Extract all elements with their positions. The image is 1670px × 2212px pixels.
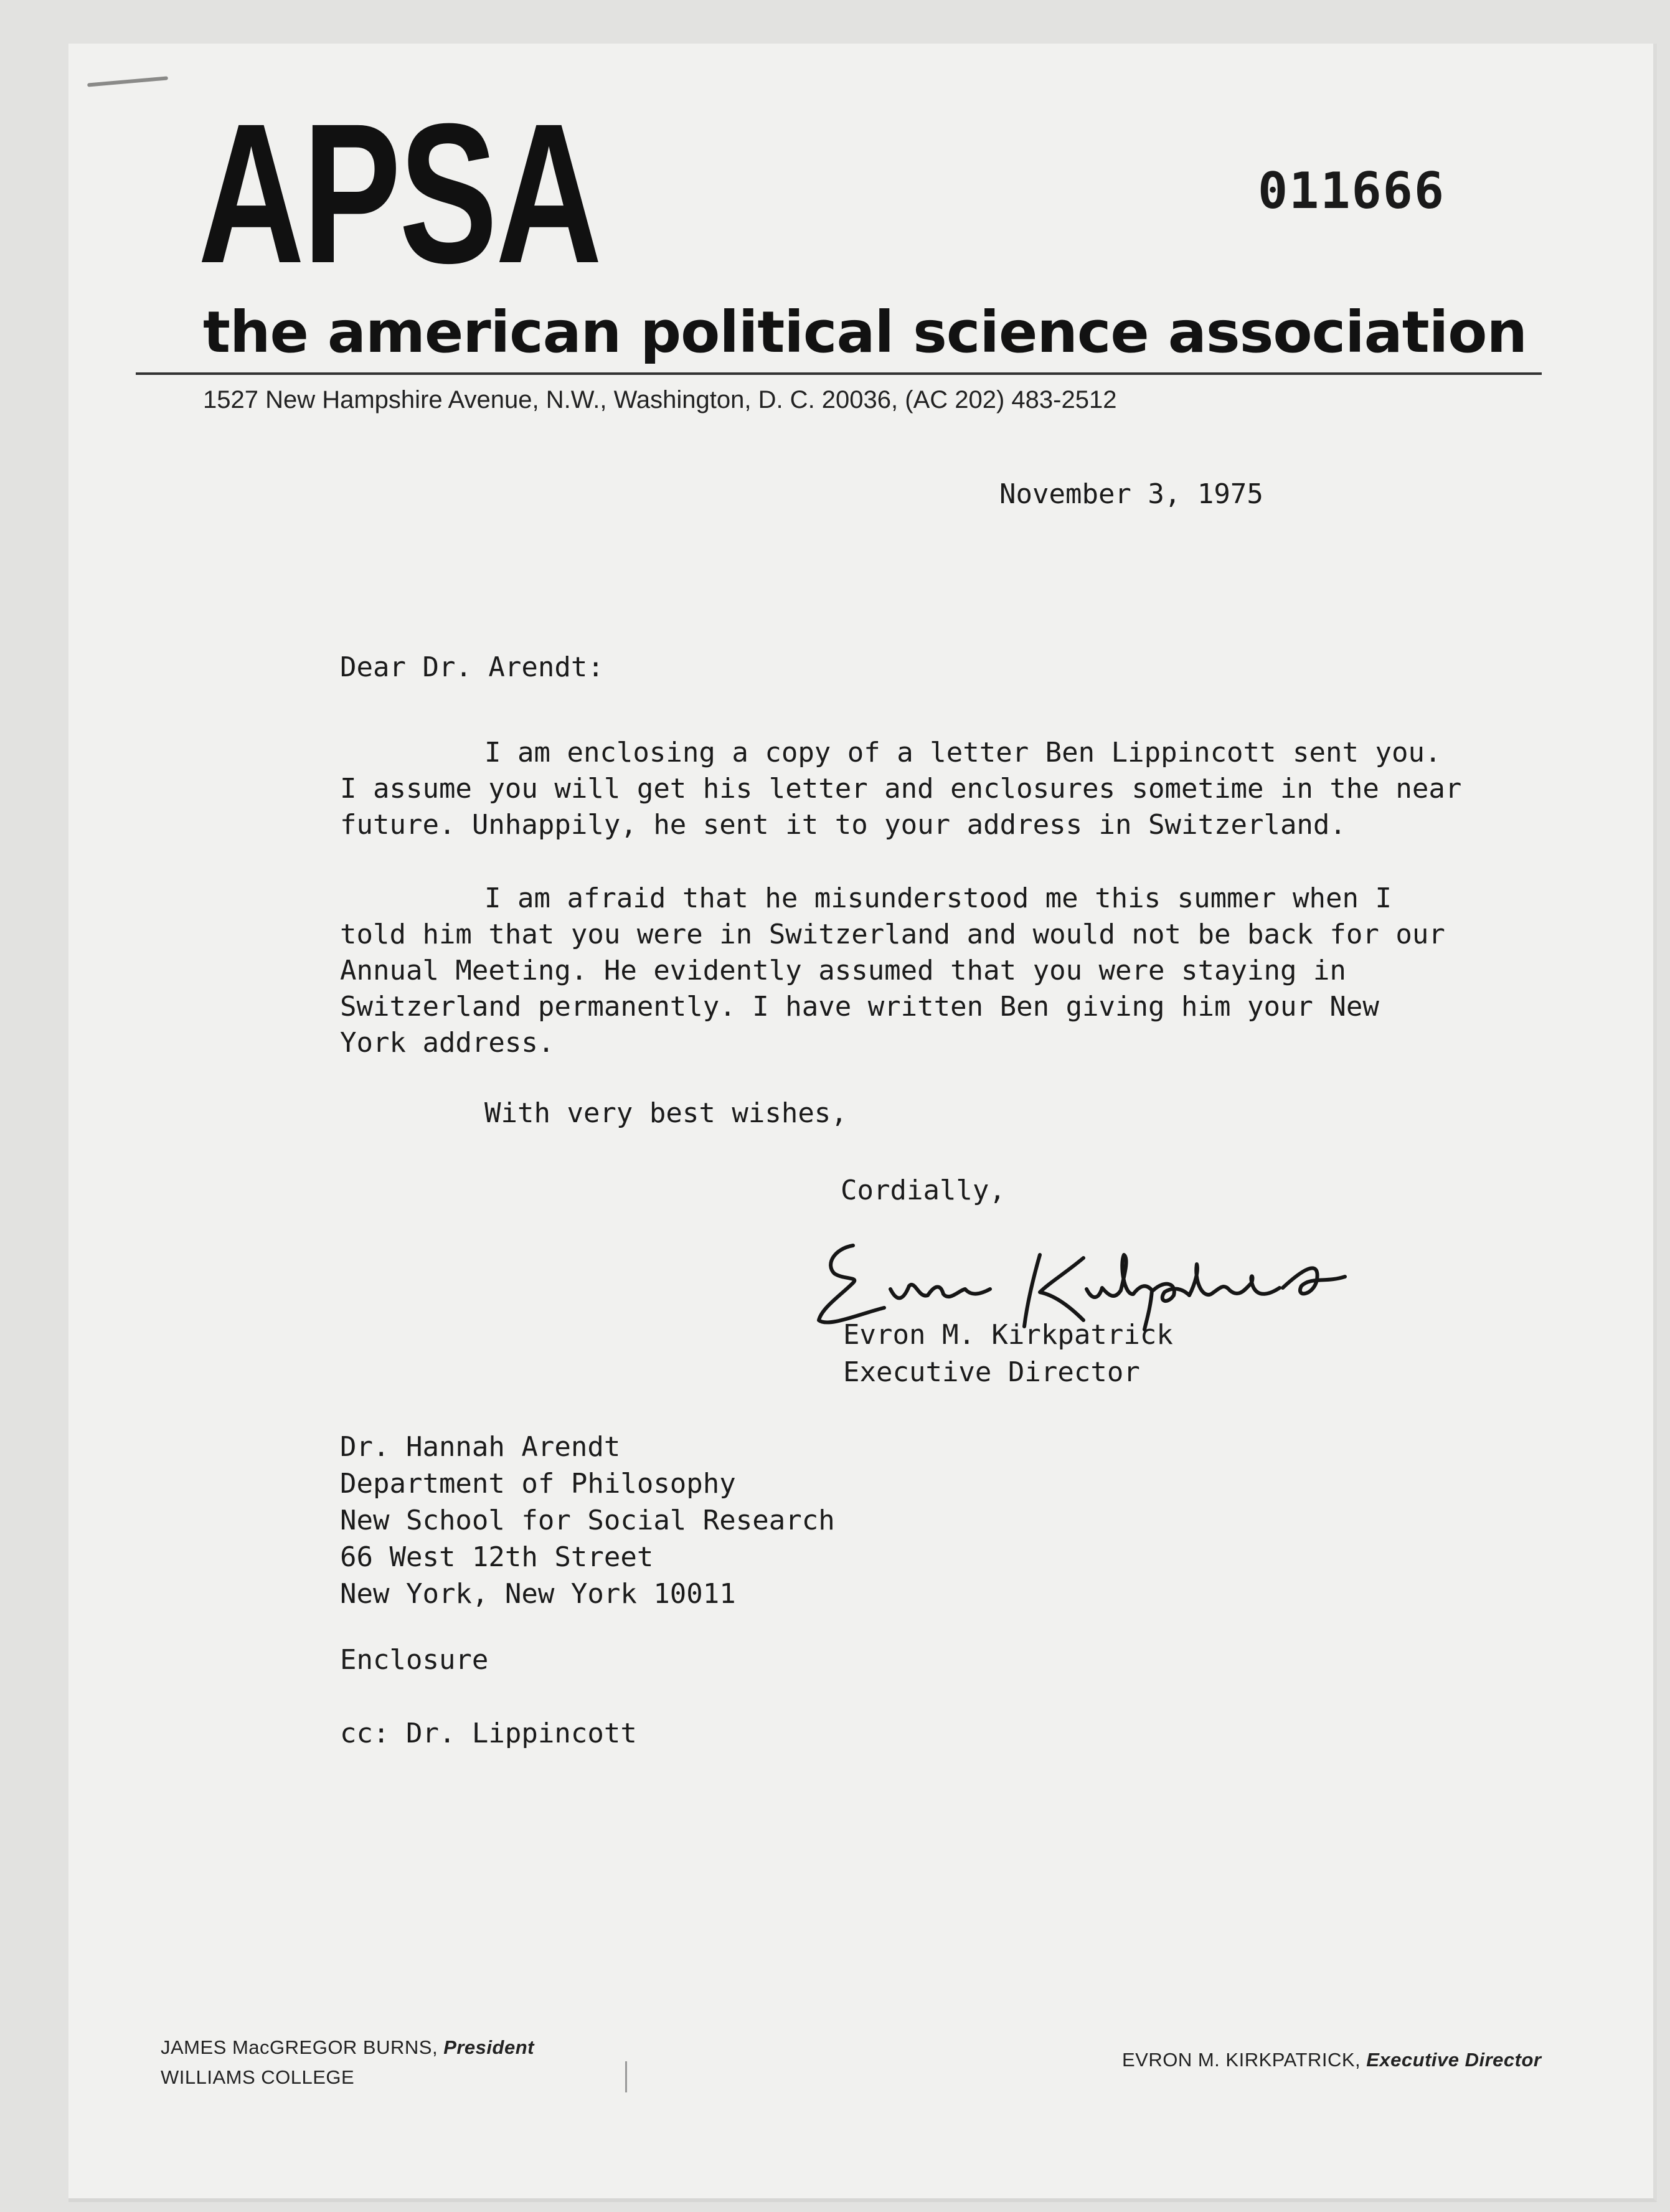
footer-executive-director: [1122, 2049, 1541, 2071]
body-paragraph-2: [340, 881, 1445, 1061]
letter-date: November 3, 1975: [999, 478, 1263, 510]
paragraph-line: I am enclosing a copy of a letter Ben Lippincott sent you.: [484, 737, 1441, 768]
body-paragraph-1: [340, 735, 1461, 843]
header-divider: [136, 372, 1542, 375]
pencil-mark: [625, 2061, 627, 2092]
recipient-line: New York, New York 10011: [340, 1578, 736, 1610]
apsa-logo: APSA: [198, 82, 601, 305]
signer-title: Executive Director: [843, 1356, 1140, 1388]
paragraph-line: Annual Meeting. He evidently assumed that you were staying in: [340, 955, 1346, 986]
footer-college: WILLIAMS COLLEGE: [161, 2066, 355, 2088]
president-title: President: [443, 2036, 534, 2058]
document-number: 011666: [1258, 162, 1445, 220]
paragraph-line: told him that you were in Switzerland and would not be back for our: [340, 919, 1445, 950]
recipient-address-block: [340, 1429, 835, 1612]
recipient-line: Department of Philosophy: [340, 1468, 736, 1500]
paragraph-line: York address.: [340, 1027, 555, 1059]
director-name: EVRON M. KIRKPATRICK,: [1122, 2049, 1361, 2071]
salutation: Dear Dr. Arendt:: [340, 651, 604, 683]
recipient-line: Dr. Hannah Arendt: [340, 1431, 621, 1463]
organization-name: the american political science association: [203, 299, 1527, 366]
paragraph-line: I am afraid that he misunderstood me this summer when I: [484, 882, 1392, 914]
letterhead-address: 1527 New Hampshire Avenue, N.W., Washington, D. C. 20036, (AC 202) 483-2512: [203, 386, 1117, 414]
handwritten-signature: [809, 1221, 1370, 1333]
recipient-line: 66 West 12th Street: [340, 1541, 654, 1573]
recipient-line: New School for Social Research: [340, 1505, 835, 1536]
director-title: Executive Director: [1366, 2049, 1542, 2071]
enclosure-note: Enclosure: [340, 1644, 489, 1676]
signer-name: Evron M. Kirkpatrick: [843, 1319, 1173, 1351]
complimentary-close: Cordially,: [841, 1175, 1006, 1206]
president-name: JAMES MacGREGOR BURNS,: [161, 2036, 438, 2058]
paragraph-line: Switzerland permanently. I have written Ben giving him your New: [340, 991, 1379, 1023]
paragraph-line: future. Unhappily, he sent it to your address in Switzerland.: [340, 809, 1346, 841]
paragraph-line: I assume you will get his letter and enclosures sometime in the near: [340, 773, 1462, 805]
cc-note: cc: Dr. Lippincott: [340, 1718, 637, 1749]
closing-wishes: With very best wishes,: [484, 1097, 847, 1129]
footer-president: [161, 2036, 534, 2059]
letter-sheet: [68, 44, 1657, 2202]
